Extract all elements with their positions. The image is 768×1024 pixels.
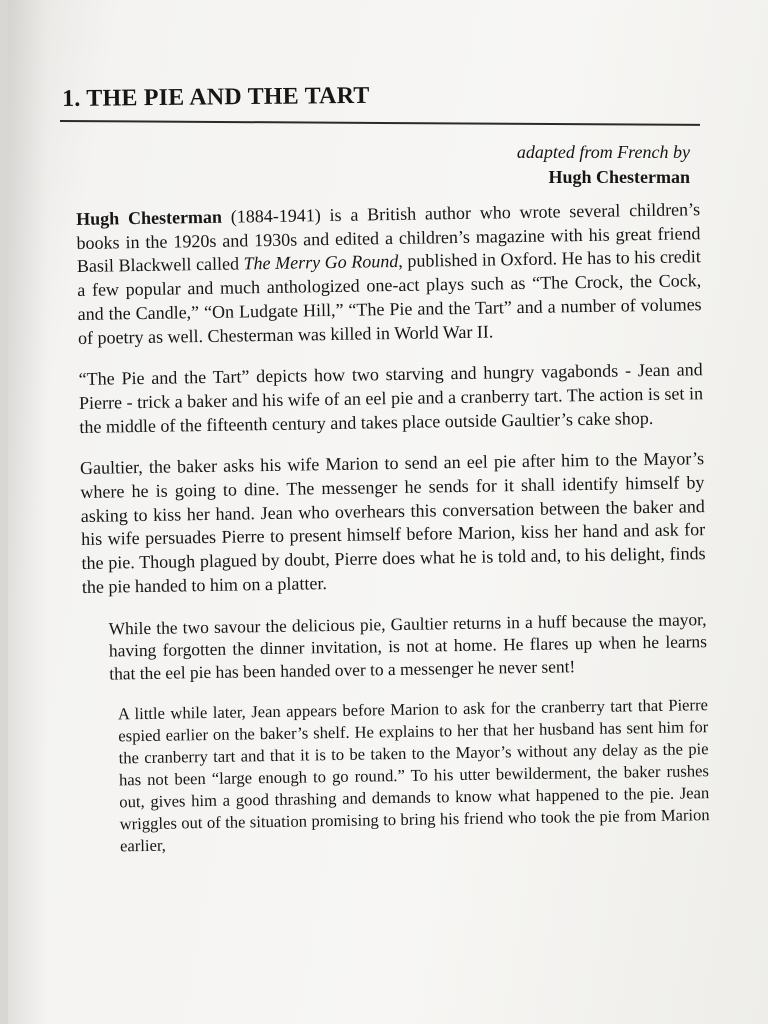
magazine-title: The Merry Go Round	[243, 251, 399, 274]
byline-adapted: adapted from French by	[516, 142, 690, 162]
paragraph-plot-1: Gaultier, the baker asks his wife Marion to send an eel pie after him to the Mayor’s where he is going to dine. The messenger he sends for it shall identify himself by asking to kiss her hand. Jean who overhears this conversation between the baker and his wife persuades Pierre to present himself before Marion, kiss her hand and ask for the pie. Though plagued by doubt, Pierre does what he is told and, to his delight, finds the pie handed to him on a platter.	[79, 448, 706, 597]
byline-author: Hugh Chesterman	[548, 167, 690, 187]
paragraph-plot-2: While the two savour the delicious pie, Gaultier returns in a huff because the mayor, having forgotten the dinner invitation, is not at home. He flares up when he learns that the eel pie has been handed over to a messenger he never sent!	[108, 608, 708, 684]
bio-text-1: (1884-1941) is a British author who wrote several children’s books in the 1920s and 1930s and edited a children’s magazine with his great friend Basil Blackwell called	[76, 199, 701, 277]
paragraph-summary: “The Pie and the Tart” depicts how two starving and hungry vagabonds - Jean and Pierre - trick a baker and his wife of an eel pie and a cranberry tart. The action is set in the middle of the fifteenth century and takes place outside Gaultier’s cake shop.	[78, 359, 704, 437]
title-rule	[60, 120, 700, 126]
paragraph-author-bio	[76, 198, 702, 350]
chapter-title: 1. THE PIE AND THE TART	[62, 82, 370, 112]
paragraph-plot-3: A little while later, Jean appears before Marion to ask for the cranberry tart that Pierre espied earlier on the baker’s shelf. He explains to her that her husband has sent him for the cranberry tart and that it is to be taken to the Mayor’s without any delay as the pie has not been “large enough to go round.” To his utter bewilderment, the baker rushes out, gives him a good thrashing and demands to know what happened to the pie. Jean wriggles out of the situation promising to bring his friend who took the pie from Marion earlier,	[117, 695, 710, 856]
author-name: Hugh Chesterman	[76, 206, 223, 229]
byline	[517, 140, 690, 190]
body-text	[76, 198, 710, 876]
book-page	[8, 0, 768, 1024]
bio-text-2: , published in Oxford. He has to his credit a few popular and much anthologized one-act plays such as “The Crock, the Cock, and the Candle,” “On Ludgate Hill,” “The Pie and the Tart” and a number of volumes of poetry as well. Chesterman was killed in World War II.	[77, 246, 702, 348]
